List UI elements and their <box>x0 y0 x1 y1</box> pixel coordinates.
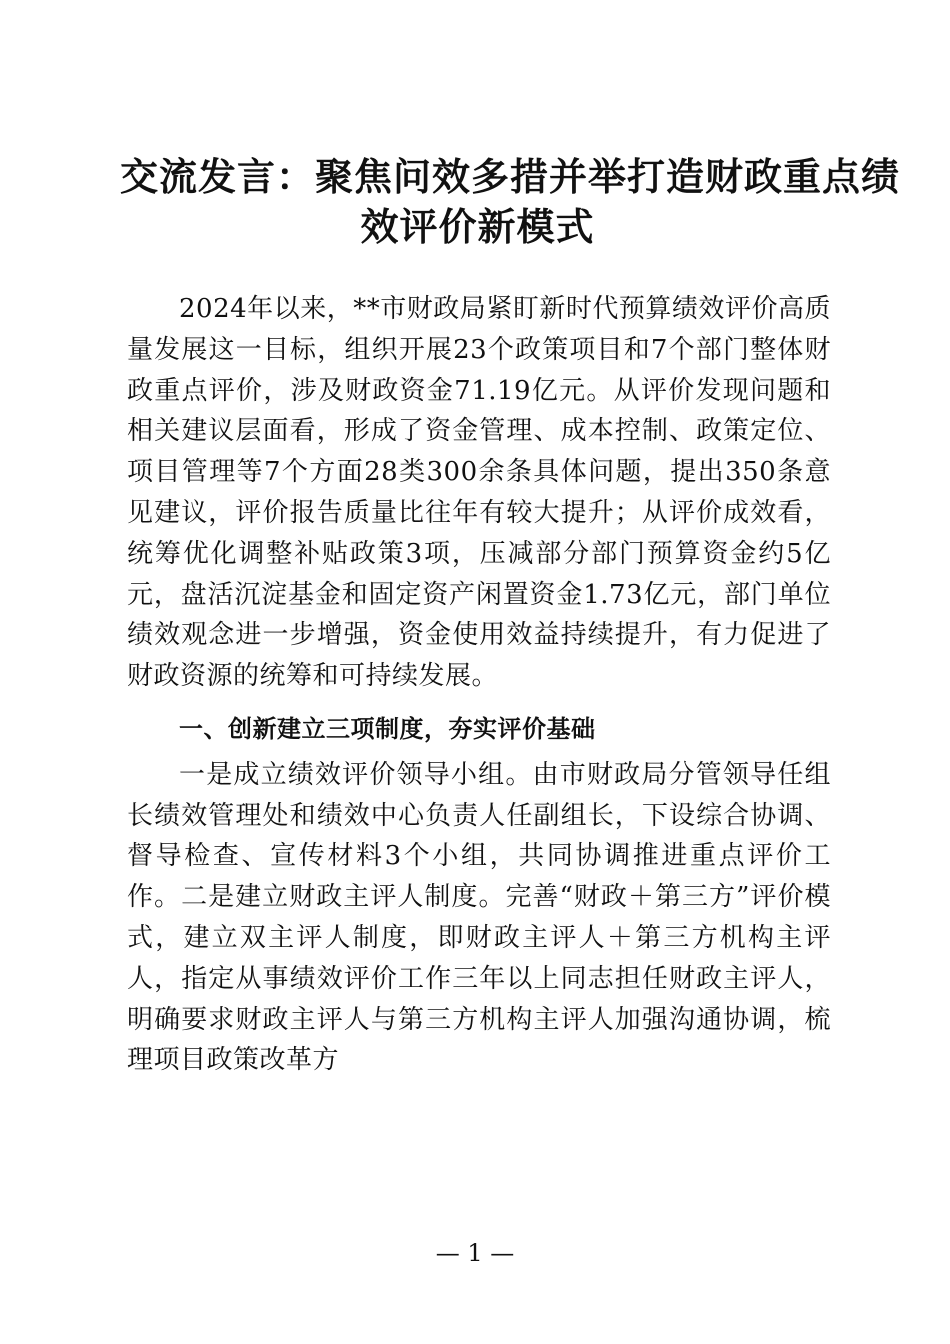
section-heading-1: 一、创新建立三项制度，夯实评价基础 <box>179 714 596 743</box>
title-line-1: 交流发言：聚焦问效多措并举打造财政重点绩 <box>120 155 901 199</box>
title-line-2: 效评价新模式 <box>360 205 595 249</box>
paragraph-section-1: 一是成立绩效评价领导小组。由市财政局分管领导任组长绩效管理处和绩效中心负责人任副组长，下设综合协调、督导检查、宣传材料3个小组，共同协调推进重点评价工作。二是建立财政主评人制度。完善“财政＋第三方”评价模式，建立双主评人制度，即财政主评人＋第三方机构主评人，指定从事绩效评价工作三年以上同志担任财政主评人，明确要求财政主评人与第三方机构主评人加强沟通协调，梳理项目政策改革方 <box>127 759 831 1076</box>
document-body <box>127 289 831 1081</box>
paragraph-intro: 2024年以来，**市财政局紧盯新时代预算绩效评价高质量发展这一目标，组织开展23个政策项目和7个部门整体财政重点评价，涉及财政资金71.19亿元。从评价发现问题和相关建议层面看，形成了资金管理、成本控制、政策定位、项目管理等7个方面28类300余条具体问题，提出350条意见建议，评价报告质量比往年有较大提升；从评价成效看，统筹优化调整补贴政策3项，压减部分部门预算资金约5亿元，盘活沉淀基金和固定资产闲置资金1.73亿元，部门单位绩效观念进一步增强，资金使用效益持续提升，有力促进了财政资源的统筹和可持续发展。 <box>127 294 831 692</box>
document-title <box>120 152 901 252</box>
page-number: — 1 — <box>435 1239 515 1267</box>
